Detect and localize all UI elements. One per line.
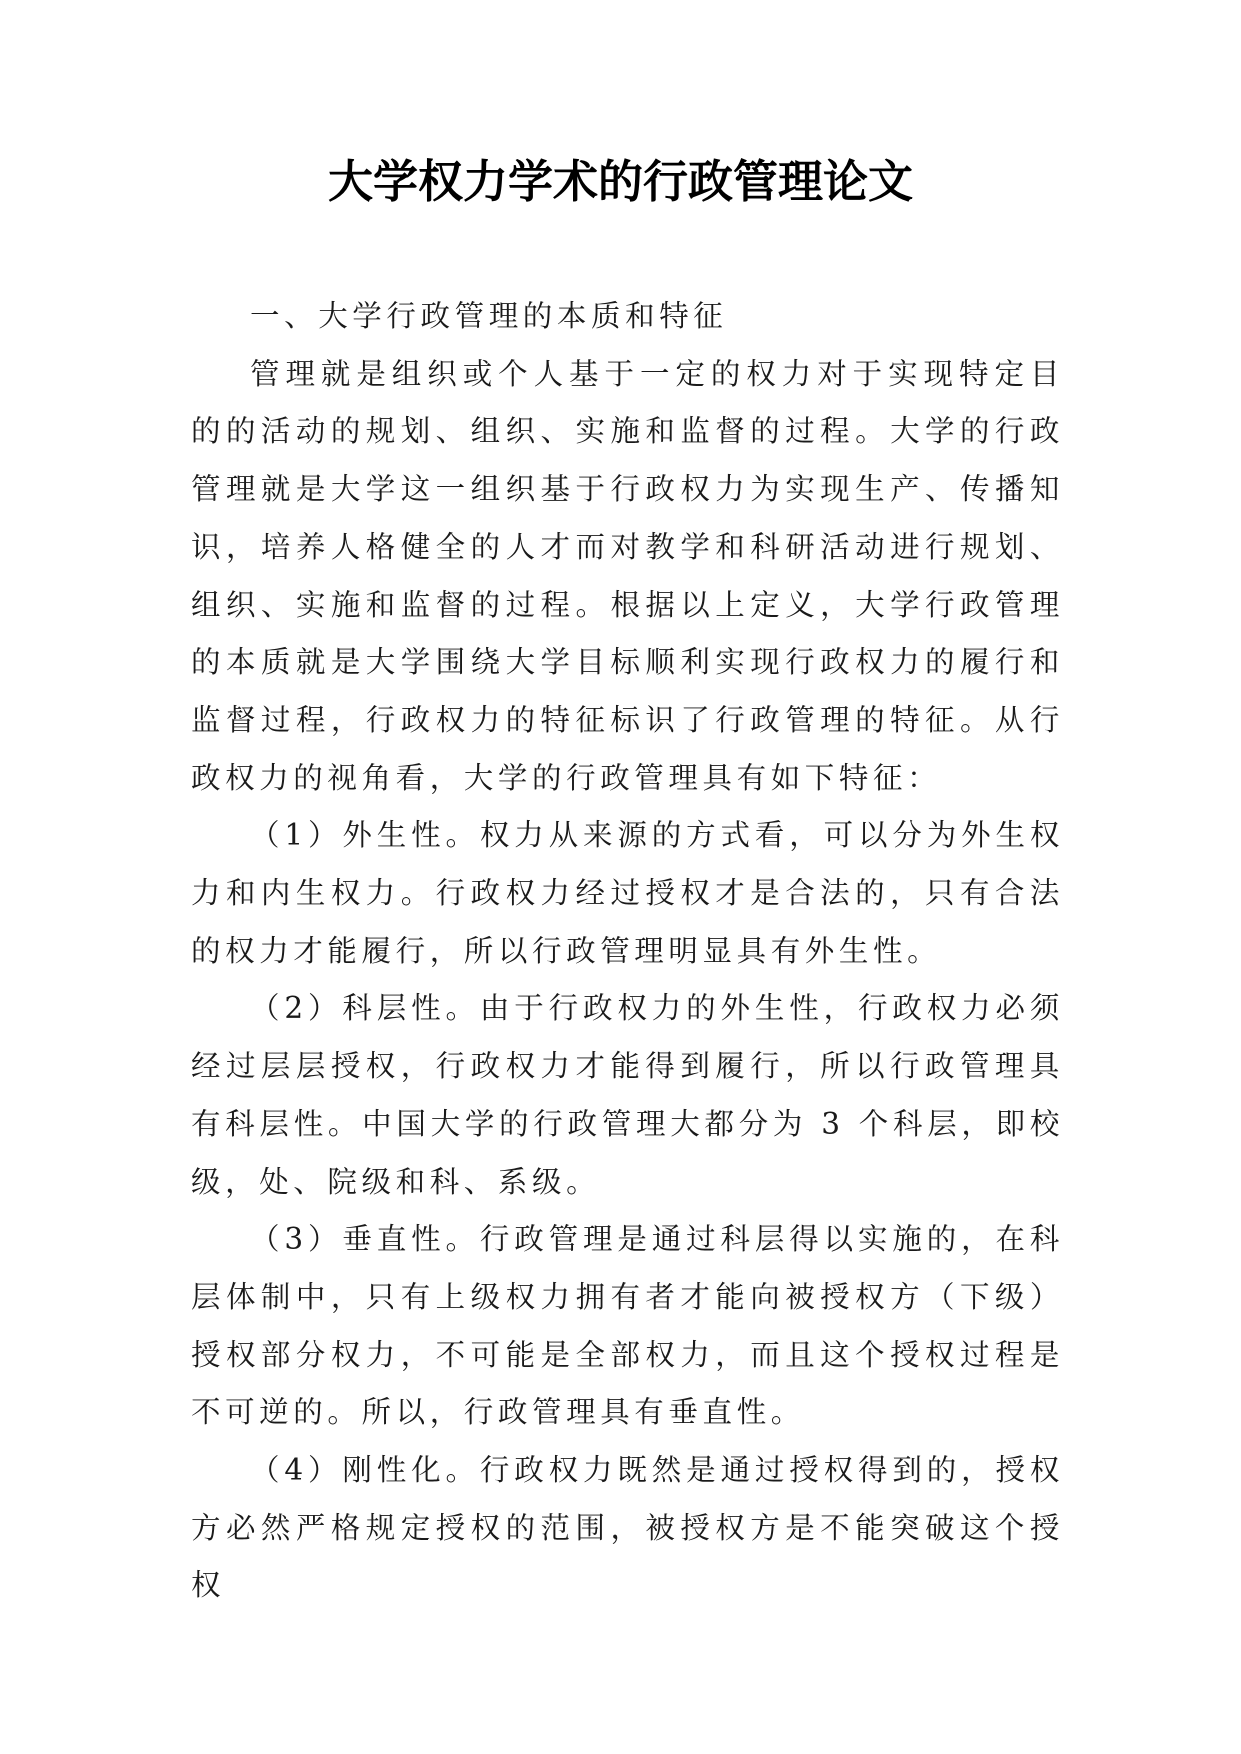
body-paragraph: （4）刚性化。行政权力既然是通过授权得到的，授权方必然严格规定授权的范围，被授权方是不能突破这个授权 (191, 1453, 1064, 1603)
document-body (191, 288, 1064, 1615)
body-paragraph: （3）垂直性。行政管理是通过科层得以实施的，在科层体制中，只有上级权力拥有者才能向被授权方（下级）授权部分权力，不可能是全部权力，而且这个授权过程是不可逆的。所以，行政管理具有垂直性。 (191, 1222, 1064, 1430)
document-title: 大学权力学术的行政管理论文 (327, 155, 913, 208)
body-paragraph: 管理就是组织或个人基于一定的权力对于实现特定目的的活动的规划、组织、实施和监督的过程。大学的行政管理就是大学这一组织基于行政权力为实现生产、传播知识，培养人格健全的人才而对教学和科研活动进行规划、组织、实施和监督的过程。根据以上定义，大学行政管理的本质就是大学围绕大学目标顺利实现行政权力的履行和监督过程，行政权力的特征标识了行政管理的特征。从行政权力的视角看，大学的行政管理具有如下特征： (191, 356, 1064, 795)
body-paragraph: （1）外生性。权力从来源的方式看，可以分为外生权力和内生权力。行政权力经过授权才是合法的，只有合法的权力才能履行，所以行政管理明显具有外生性。 (191, 818, 1064, 968)
section-heading: 一、大学行政管理的本质和特征 (250, 299, 728, 333)
body-paragraph: （2）科层性。由于行政权力的外生性，行政权力必须经过层层授权，行政权力才能得到履行，所以行政管理具有科层性。中国大学的行政管理大都分为 3 个科层，即校级，处、院级和科、系级。 (191, 991, 1064, 1199)
